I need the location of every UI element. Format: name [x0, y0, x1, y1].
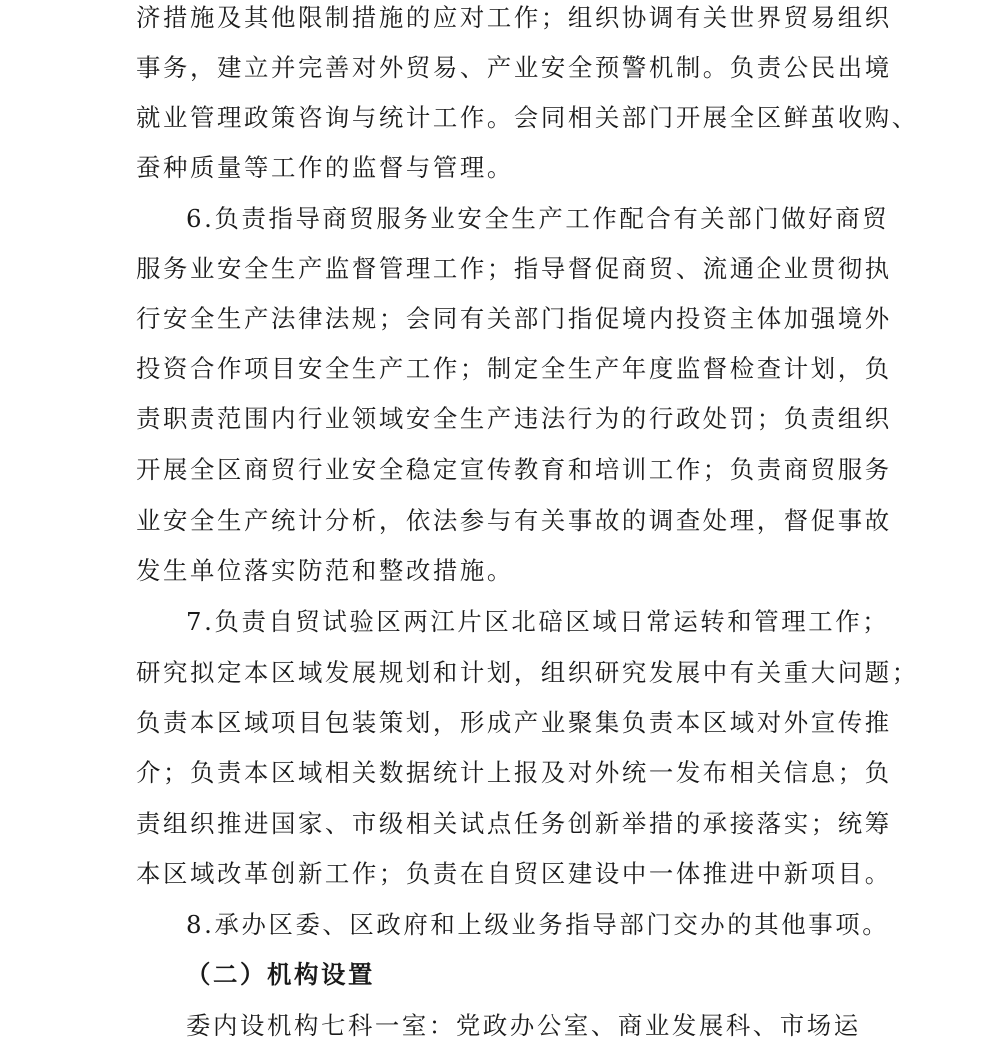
text-line: 事务，建立并完善对外贸易、产业安全预警机制。负责公民出境: [136, 53, 892, 82]
text-line: 本区域改革创新工作；负责在自贸区建设中一体推进中新项目。: [136, 859, 892, 888]
paragraph-org-start: 委内设机构七科一室：党政办公室、商业发展科、市场运: [186, 1011, 861, 1040]
paragraph-8: 8.承办区委、区政府和上级业务指导部门交办的其他事项。: [186, 910, 890, 939]
section-heading: （二）机构设置: [186, 960, 375, 989]
text-line: 发生单位落实防范和整改措施。: [136, 556, 514, 585]
text-line: 行安全生产法律法规；会同有关部门指促境内投资主体加强境外: [136, 304, 892, 333]
text-line: 业安全生产统计分析，依法参与有关事故的调查处理，督促事故: [136, 506, 892, 535]
text-line: 责组织推进国家、市级相关试点任务创新举措的承接落实；统筹: [136, 809, 892, 838]
text-line: 开展全区商贸行业安全稳定宣传教育和培训工作；负责商贸服务: [136, 455, 892, 484]
paragraph-6-start: 6.负责指导商贸服务业安全生产工作配合有关部门做好商贸: [186, 204, 890, 233]
text-line: 就业管理政策咨询与统计工作。会同相关部门开展全区鲜茧收购、: [136, 103, 919, 132]
text-line: 研究拟定本区域发展规划和计划，组织研究发展中有关重大问题；: [136, 658, 919, 687]
paragraph-7-start: 7.负责自贸试验区两江片区北碚区域日常运转和管理工作；: [186, 607, 890, 636]
text-line: 介；负责本区域相关数据统计上报及对外统一发布相关信息；负: [136, 758, 892, 787]
text-line: 蚕种质量等工作的监督与管理。: [136, 153, 514, 182]
text-line: 服务业安全生产监督管理工作；指导督促商贸、流通企业贯彻执: [136, 254, 892, 283]
text-line: 济措施及其他限制措施的应对工作；组织协调有关世界贸易组织: [136, 3, 892, 32]
text-line: 投资合作项目安全生产工作；制定全生产年度监督检查计划，负: [136, 354, 892, 383]
text-line: 责职责范围内行业领域安全生产违法行为的行政处罚；负责组织: [136, 404, 892, 433]
text-line: 负责本区域项目包装策划，形成产业聚集负责本区域对外宣传推: [136, 708, 892, 737]
